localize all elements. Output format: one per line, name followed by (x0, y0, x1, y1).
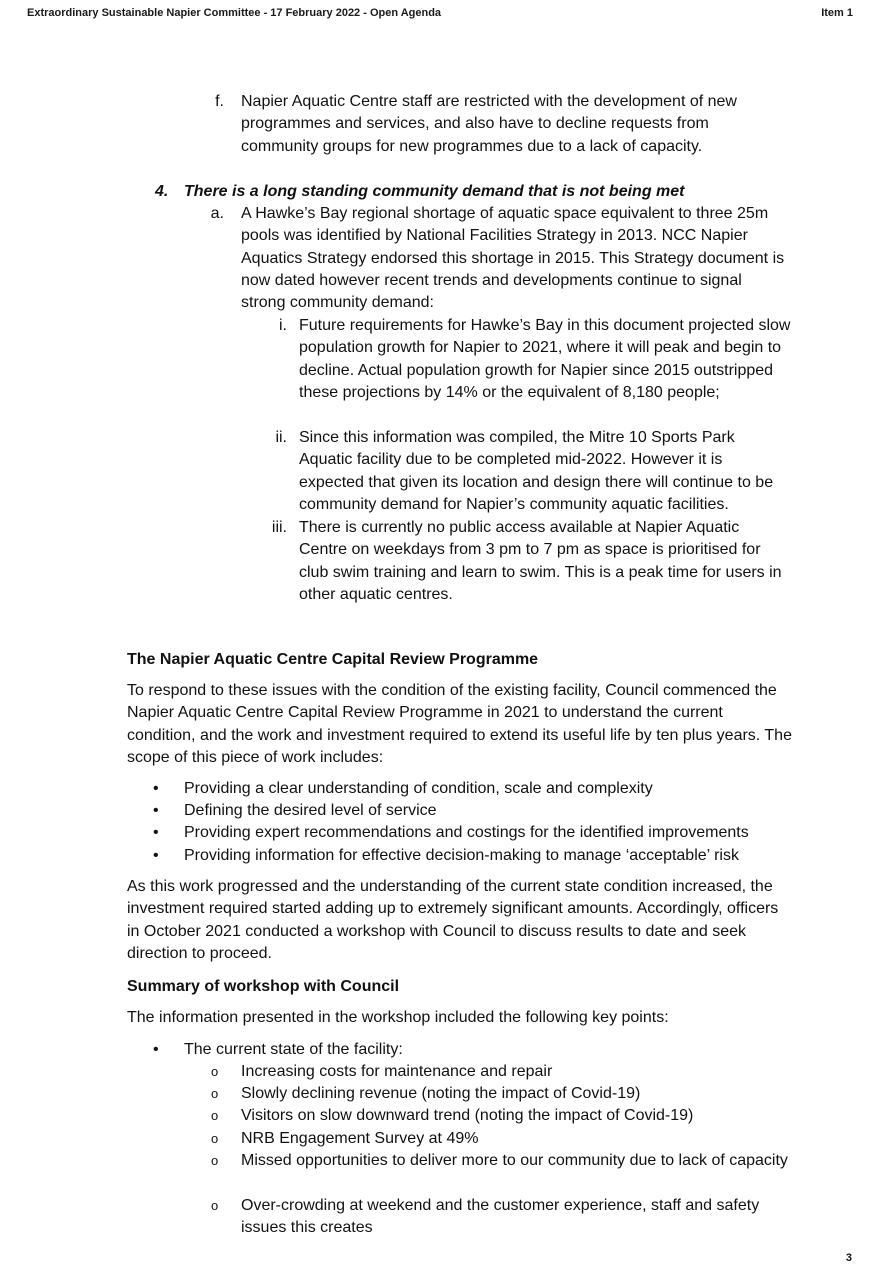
point-4-title: There is a long standing community demand that is not being met (184, 183, 685, 200)
section-heading-workshop: Summary of workshop with Council (127, 978, 400, 995)
workshop-subitem-5: Missed opportunities to deliver more to our community due to lack of capacity (241, 1152, 788, 1169)
bullet-icon: • (153, 1041, 159, 1058)
bullet-icon: • (153, 847, 159, 864)
scope-bullet-3: Providing expert recommendations and costings for the identified improvements (184, 824, 749, 841)
workshop-subitem-4: NRB Engagement Survey at 49% (241, 1130, 479, 1147)
roman-item-iii-text: There is currently no public access available at Napier Aquatic Centre on weekdays from 3 pm to 7 pm as space is prioritised for club swim training and learn to swim. This is a peak time for users in other aquatic centres. (299, 519, 782, 603)
workshop-subitem-3: Visitors on slow downward trend (noting the impact of Covid-19) (241, 1107, 694, 1124)
circle-bullet-icon: o (211, 1086, 219, 1101)
capital-review-intro: To respond to these issues with the condition of the existing facility, Council commenced the Napier Aquatic Centre Capital Review Programme in 2021 to understand the current condition, and the work and investment required to extend its useful life by ten plus years. The scope of this piece of work includes: (127, 682, 792, 766)
list-item-a-text: A Hawke’s Bay regional shortage of aquatic space equivalent to three 25m pools was identified by National Facilities Strategy in 2013. NCC Napier Aquatics Strategy endorsed this shortage in 2015. This Strategy document is now dated however recent trends and developments continue to signal strong community demand: (241, 205, 785, 312)
section-heading-capital-review: The Napier Aquatic Centre Capital Review Programme (127, 651, 539, 668)
circle-bullet-icon: o (211, 1131, 219, 1146)
list-item-f-text: Napier Aquatic Centre staff are restricted with the development of new programmes and services, and also have to decline requests from community groups for new programmes due to a lack of capacity. (241, 93, 737, 155)
circle-bullet-icon: o (211, 1153, 219, 1168)
bullet-icon: • (153, 802, 159, 819)
document-header-title: Extraordinary Sustainable Napier Committee - 17 February 2022 - Open Agenda (27, 7, 442, 19)
roman-label-ii: ii. (275, 429, 287, 446)
bullet-icon: • (153, 824, 159, 841)
workshop-subitem-6: Over-crowding at weekend and the customer experience, staff and safety issues this creates (241, 1197, 760, 1237)
point-4-heading (155, 181, 685, 203)
scope-bullet-4: Providing information for effective decision-making to manage ‘acceptable’ risk (184, 847, 739, 864)
roman-label-iii: iii. (271, 519, 287, 536)
workshop-subitem-1: Increasing costs for maintenance and repair (241, 1063, 553, 1080)
item-number: Item 1 (821, 7, 853, 19)
bullet-icon: • (153, 780, 159, 797)
list-label-a: a. (210, 205, 224, 222)
circle-bullet-icon: o (211, 1108, 219, 1123)
scope-bullet-1: Providing a clear understanding of condition, scale and complexity (184, 780, 653, 797)
list-label-f: f. (215, 93, 224, 110)
scope-bullet-2: Defining the desired level of service (184, 802, 437, 819)
circle-bullet-icon: o (211, 1198, 219, 1213)
workshop-subitem-2: Slowly declining revenue (noting the impact of Covid-19) (241, 1085, 641, 1102)
page-number: 3 (845, 1252, 852, 1264)
capital-review-progress: As this work progressed and the understanding of the current state condition increased, the investment required started adding up to extremely significant amounts. Accordingly, officers in October 2021 conducted a workshop with Council to discuss results to date and seek direction to proceed. (127, 878, 779, 962)
roman-label-i: i. (279, 317, 287, 334)
circle-bullet-icon: o (211, 1064, 219, 1079)
workshop-bullet: The current state of the facility: (184, 1041, 403, 1058)
roman-item-ii-text: Since this information was compiled, the Mitre 10 Sports Park Aquatic facility due to be completed mid-2022. However it is expected that given its location and design there will continue to be community demand for Napier’s community aquatic facilities. (299, 429, 774, 513)
point-4-number: 4. (155, 183, 169, 200)
workshop-intro: The information presented in the workshop included the following key points: (127, 1009, 669, 1026)
roman-item-i-text: Future requirements for Hawke’s Bay in this document projected slow population growth for Napier to 2021, where it will peak and begin to decline. Actual population growth for Napier since 2015 outstripped these projections by 14% or the equivalent of 8,180 people; (299, 317, 791, 401)
